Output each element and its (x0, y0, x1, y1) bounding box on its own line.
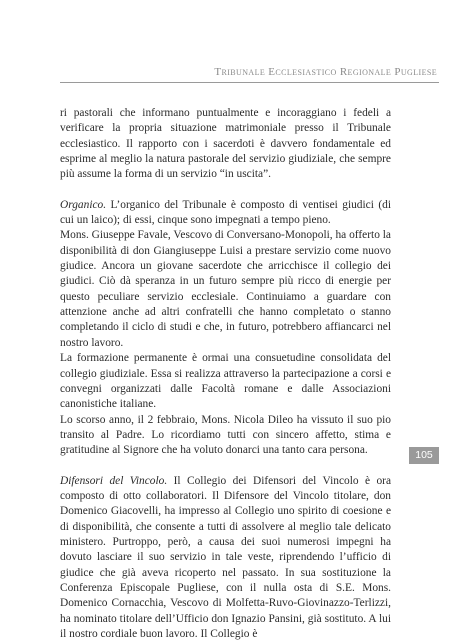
difensori-text: Il Collegio dei Difensori del Vincolo è ora composto di otto collaboratori. Il Difensore del Vincolo titolare, don Domenico Giacovelli, ha impresso al Collegio uno spirito di coesione e di disponibilità, che consente a tutti di assolvere al meglio tale delicato ministero. Purtroppo, però, a causa dei suoi numerosi impegni ha dovuto lasciare il suo servizio in tale veste, riprendendo l’ufficio di giudice che già aveva ricoperto nel passato. In sua sostituzione la Conferenza Episcopale Pugliese, con il nulla osta di S.E. Mons. Domenico Cornacchia, Vescovo di Molfetta-Ruvo-Giovinazzo-Terlizzi, ha nominato titolare dell’Ufficio don Ignazio Pansini, già sostituto. A lui il nostro cordiale buon lavoro. Il Collegio è (60, 474, 391, 640)
paragraph-formazione: La formazione permanente è ormai una consuetudine consolidata del collegio giudiziale. Essa si realizza attraverso la partecipazione a corsi e convegni organizzati dalle Facoltà romane e dalle Associazioni canonistiche italiane. (60, 352, 391, 411)
paragraph-favale: Mons. Giuseppe Favale, Vescovo di Conversano-Monopoli, ha offerto la disponibilità di don Giangiuseppe Luisi a prestare servizio come nuovo giudice. Ancora un giovane sacerdote che arricchisce il collegio dei giudici. Ciò dà speranza in un futuro sempre più ricco di energie per questo peculiare servizio ecclesiale. Continuiamo a guardare con attenzione anche ad altri confratelli che hanno completato o stanno completando il ciclo di studi e che, in futuro, potrebbero affiancarci nel nostro lavoro. (60, 229, 391, 349)
header-rule (60, 82, 439, 83)
body-text (60, 106, 391, 642)
organico-text: L’organico del Tribunale è composto di ventisei giudici (di cui un laico); di essi, cinque sono impegnati a tempo pieno. (60, 198, 391, 227)
paragraph-difensori (60, 474, 391, 642)
section-title-organico: Organico. (60, 198, 107, 211)
section-title-difensori: Difensori del Vincolo. (60, 474, 168, 487)
page-number: 105 (409, 447, 439, 464)
paragraph-organico (60, 198, 391, 229)
paragraph-intro: ri pastorali che informano puntualmente e incoraggiano i fedeli a verificare la propria situazione matrimoniale presso il Tribunale ecclesiastico. Il rapporto con i sacerdoti è davvero fondamentale ed esprime al meglio la natura pastorale del servizio giudiziale, che sempre più assume la forma di un servizio “in uscita”. (60, 107, 391, 181)
paragraph-dileo: Lo scorso anno, il 2 febbraio, Mons. Nicola Dileo ha vissuto il suo pio transito al Padre. Lo ricordiamo tutti con sincero affetto, stima e gratitudine al Signore che ha voluto donarci una tanto cara persona. (60, 413, 391, 457)
running-header: Tribunale Ecclesiastico Regionale Pugliese (214, 66, 437, 78)
